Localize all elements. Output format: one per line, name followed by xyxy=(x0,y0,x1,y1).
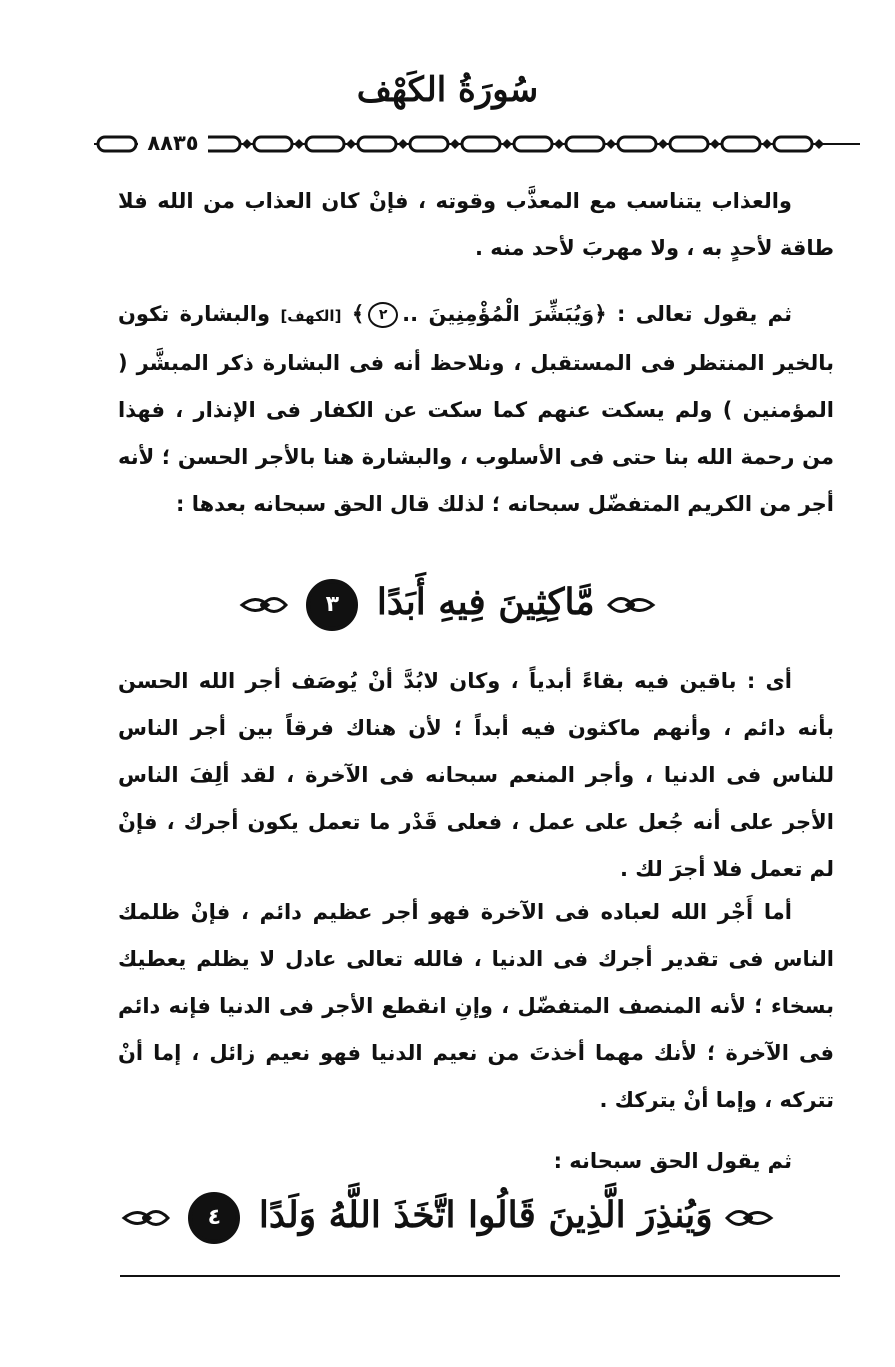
chain-diamond xyxy=(346,139,356,149)
page-number: ٨٨٣٥ xyxy=(138,128,208,158)
verse-text: وَيُنذِرَ الَّذِينَ قَالُوا اتَّخَذَ اللَّهُ وَلَدًا xyxy=(258,1194,713,1236)
chain-diamond xyxy=(294,139,304,149)
surah-reference: [الكهف] xyxy=(280,307,342,325)
chain-diamond xyxy=(814,139,824,149)
verse-text: مَّاكِثِينَ فِيهِ أَبَدًا xyxy=(376,581,595,623)
paragraph-1 xyxy=(118,178,834,272)
verse-number-medallion: ٣ xyxy=(306,579,358,631)
paragraph-text: أما أَجْر الله لعباده فى الآخرة فهو أجر عظيم دائم ، فإنْ ظلمك الناس فى تقدير أجرك فى الدنيا ، فالله تعالى عادل لا يظلم يعطيك بسخاء ؛ لأنه المنصف المتفضّل ، وإنِ انقطع الأجر فى الدنيا فإنه دائم فى الآخرة ؛ لأنك مهما أخذتَ من نعيم الدنيا فهو نعيم زائل ، إما أنْ تتركه ، وإما أنْ يتركك . xyxy=(118,900,834,1112)
chain-diamond xyxy=(242,139,252,149)
chain-diamond xyxy=(450,139,460,149)
chain-link xyxy=(774,137,812,151)
paragraph-5 xyxy=(118,1138,834,1185)
chain-link xyxy=(514,137,552,151)
chain-link xyxy=(358,137,396,151)
decorative-border-chain xyxy=(94,132,860,156)
chain-link xyxy=(566,137,604,151)
quran-quote: وَيُبَشِّرَ الْمُؤْمِنِينَ .. xyxy=(402,302,595,326)
quran-verse-4 xyxy=(0,1185,895,1245)
verse-ornament-icon xyxy=(607,590,657,620)
chain-link xyxy=(254,137,292,151)
footer-rule xyxy=(120,1275,840,1277)
chain-link xyxy=(462,137,500,151)
quote-close-bracket: ﴾ xyxy=(351,301,365,326)
chain-link xyxy=(618,137,656,151)
paragraph-text: ثم يقول الحق سبحانه : xyxy=(553,1149,792,1173)
chain-link xyxy=(410,137,448,151)
chain-link xyxy=(670,137,708,151)
paragraph-2 xyxy=(118,290,834,528)
chain-diamond xyxy=(398,139,408,149)
chain-diamond xyxy=(762,139,772,149)
chain-diamond xyxy=(710,139,720,149)
paragraph-text: أى : باقين فيه بقاءً أبدياً ، وكان لابُدَّ أنْ يُوصَف أجر الله الحسن بأنه دائم ، وأنهم ماكثون فيه أبداً ؛ لأن هناك فرقاً بين أجر الناس للناس فى الدنيا ، وأجر المنعم سبحانه فى الآخرة ، لقد ألِفَ الناس الأجر على أنه جُعل على عمل ، فعلى قَدْر ما تعمل يكون أجرك ، فإنْ لم تعمل فلا أجرَ لك . xyxy=(118,669,834,881)
paragraph-text: والعذاب يتناسب مع المعذَّب وقوته ، فإنْ كان العذاب من الله فلا طاقة لأحدٍ به ، ولا مهربَ لأحد منه . xyxy=(118,189,834,260)
chain-link xyxy=(98,137,136,151)
quran-verse-3 xyxy=(0,572,895,632)
ayah-number-badge: ٢ xyxy=(368,302,398,328)
verse-ornament-icon xyxy=(120,1203,170,1233)
verse-number-medallion: ٤ xyxy=(188,1192,240,1244)
chain-diamond xyxy=(658,139,668,149)
paragraph-intro: ثم يقول تعالى : xyxy=(616,302,793,326)
chain-diamond xyxy=(554,139,564,149)
paragraph-4 xyxy=(118,889,834,1124)
chain-diamond xyxy=(606,139,616,149)
chain-link xyxy=(306,137,344,151)
verse-ornament-icon xyxy=(238,590,288,620)
paragraph-text: والبشارة تكون بالخير المنتظر فى المستقبل ، ونلاحظ أنه فى البشارة ذكر المبشَّر ( المؤمنين ) ولم يسكت عنهم كما سكت عن الكفار فى الإنذار ، فهذا من رحمة الله بنا حتى فى الأسلوب ، والبشارة هنا بالأجر الحسن ؛ لأنه أجر من الكريم المتفضّل سبحانه ؛ لذلك قال الحق سبحانه بعدها : xyxy=(118,302,834,516)
verse-ornament-icon xyxy=(725,1203,775,1233)
chain-link xyxy=(722,137,760,151)
paragraph-3 xyxy=(118,658,834,893)
quote-open-bracket: ﴿ xyxy=(594,301,607,326)
surah-title: سُورَةُ الكَهْف xyxy=(356,70,539,110)
chain-diamond xyxy=(502,139,512,149)
